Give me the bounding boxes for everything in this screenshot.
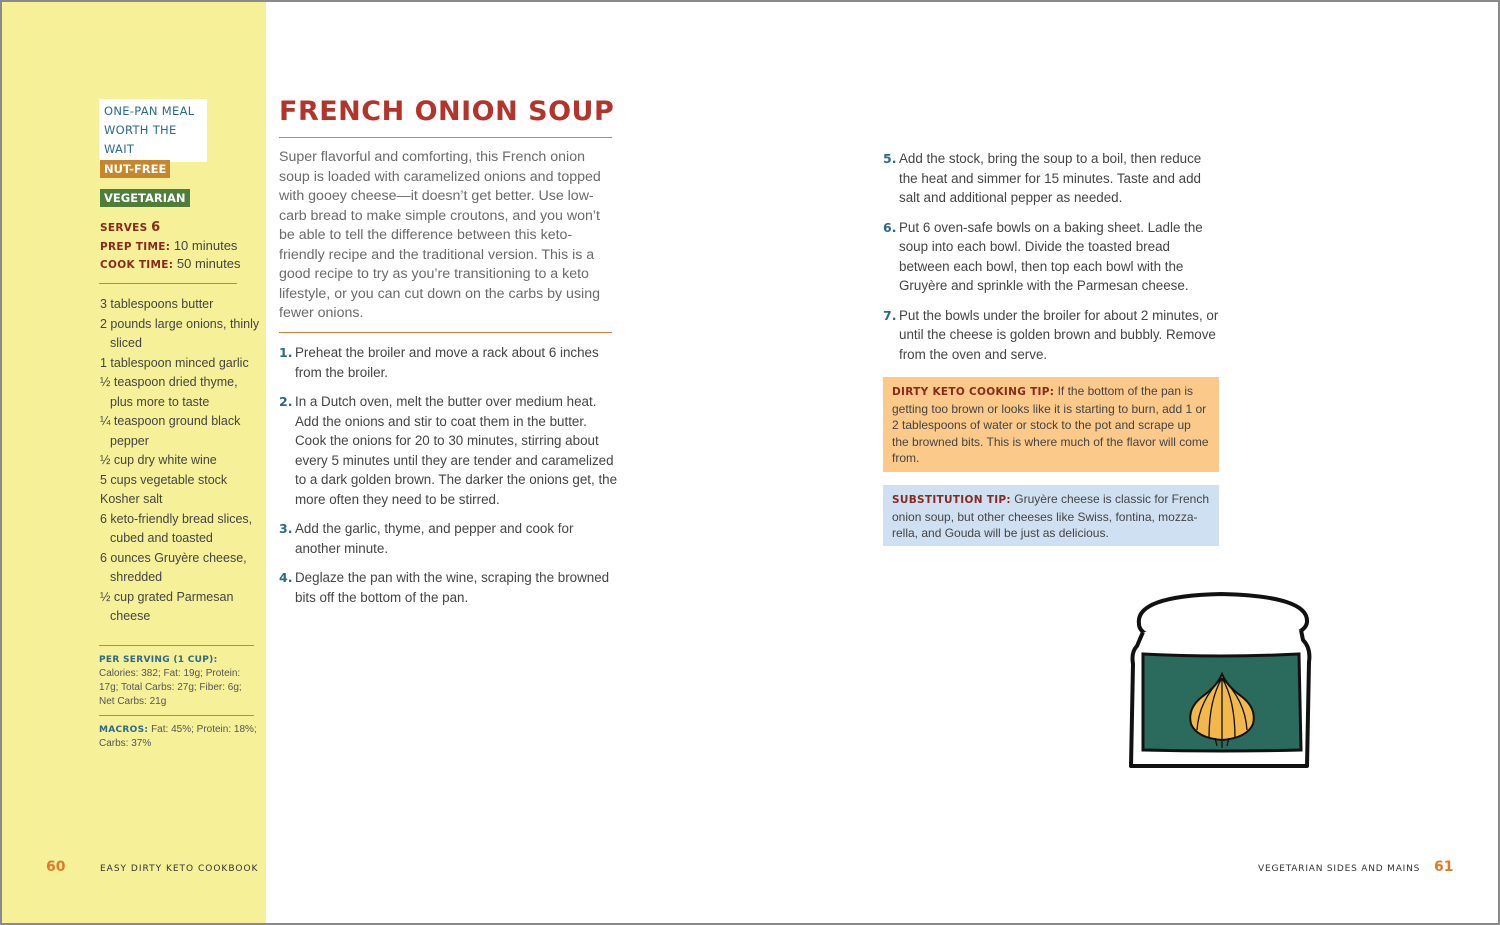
tag-worth-wait: WORTH THE WAIT [104,123,177,156]
step-text: Put the bowls under the broiler for about 2 minutes, or until the cheese is golden brown and bubbly. Remove from the oven and serve. [899,307,1219,362]
ingredient-item: ½ cup dry white wine [100,453,217,467]
recipe-intro: Super flavorful and comforting, this French onion soup is loaded with caramelized onions and topped with gooey cheese—it doesn’t get better. Use low-carb bread to make simple croutons, and you won’t be able to tell the difference between this keto-friendly recipe and the traditional version. This is a good recipe to try as you’re transitioning to a keto lifestyle, or you can cut down on the carbs by using fewer onions. [279,149,601,321]
ingredient-item: Kosher salt [100,492,163,506]
cook-time-label: COOK TIME: [100,259,174,271]
serves-label: SERVES [100,222,148,234]
step-number: 2. [279,394,293,409]
section-title-footer: VEGETARIAN SIDES AND MAINS [1258,864,1421,874]
step-item [883,218,1223,296]
page-number-right: 61 [1434,859,1454,875]
per-serving-info [99,653,259,709]
ingredient-item: 2 pounds large onions, thinly sliced [100,316,260,350]
macros-divider [99,715,254,716]
prep-time-label: PREP TIME: [100,241,171,253]
book-title-footer: EASY DIRTY KETO COOKBOOK [100,864,259,874]
step-text: Add the garlic, thyme, and pepper and cook for another minute. [295,521,574,556]
step-item [883,149,1223,208]
step-text: Put 6 oven-safe bowls on a baking sheet. Ladle the soup into each bowl. Divide the toasted bread between each bowl, then top each bowl with the Gruyère and sprinkle with the Parmesan cheese. [899,219,1203,293]
sub-tip-text: Gruyère cheese is classic for French onion soup, but other cheeses like Swiss, fontina, mozzarella, and Gouda will be just as delicious. [892,492,1210,541]
recipe-title: FRENCH ONION SOUP [279,96,615,127]
dirty-keto-tip [883,377,1219,472]
ingredient-list [100,295,262,627]
sub-tip-label: SUBSTITUTION TIP: [892,494,1011,506]
page-number-left: 60 [46,859,66,875]
ingredient-item: 3 tablespoons butter [100,297,214,311]
serves-value: 6 [151,220,161,235]
sidebar-divider [99,283,237,284]
cook-time-value: 50 minutes [176,256,241,271]
step-item [883,306,1223,365]
per-serving-label: PER SERVING (1 CUP): [99,655,218,665]
ingredient-item: 6 ounces Gruyère cheese, shredded [100,550,247,584]
prep-time-row [100,238,237,253]
cook-time-row [100,256,240,271]
ingredient-item: 1 tablespoon minced garlic [100,355,249,370]
recipe-tags [99,99,207,162]
step-number: 7. [883,307,897,323]
step-number: 3. [279,521,293,536]
ingredient-item: 5 cups vegetable stock [100,472,228,487]
vegetarian-badge: VEGETARIAN [100,189,190,207]
steps-right [883,149,1223,374]
prep-time-value: 10 minutes [173,238,238,253]
step-item [279,519,619,558]
macros-text: Fat: 45%; Protein: 18%; Carbs: 37% [99,724,257,749]
ingredient-item: 6 keto-friendly bread slices, cubed and toasted [100,511,253,545]
step-item [279,568,619,607]
step-text: Preheat the broiler and move a rack about 6 inches from the broiler. [295,345,599,380]
step-text: Add the stock, bring the soup to a boil, then reduce the heat and simmer for 15 minutes. Taste and add salt and additional pepper as needed. [899,151,1202,205]
step-number: 1. [279,345,293,360]
macros-info [99,723,259,751]
step-text: Deglaze the pan with the wine, scraping the browned bits off the bottom of the pan. [295,570,610,605]
steps-left [279,343,619,617]
step-number: 5. [883,151,897,166]
nutrition-divider [99,645,254,646]
intro-divider [279,332,612,333]
title-divider [279,137,612,138]
dirty-tip-text: If the bottom of the pan is getting too brown or looks like it is starting to burn, add 1 or 2 tablespoons of water or stock to the pot and scrape up the browned bits. This is where much of the flavor will come from. [892,384,1209,466]
per-serving-text: Calories: 382; Fat: 19g; Protein: 17g; Total Carbs: 27g; Fiber: 6g; Net Carbs: 21g [99,668,242,707]
ingredient-item: ½ teaspoon dried thyme, plus more to taste [100,375,238,409]
dirty-tip-label: DIRTY KETO COOKING TIP: [892,386,1055,398]
step-text: In a Dutch oven, melt the butter over medium heat. Add the onions and stir to coat them in the butter. Cook the onions for 20 to 30 minutes, stirring about every 5 minutes until they are tender and caramelized to a dark golden brown. The darker the onions get, the more often they need to be stirred. [295,394,618,507]
ingredient-item: ½ cup grated Parmesan cheese [100,589,234,623]
step-item [279,392,619,509]
nut-free-badge: NUT-FREE [100,160,170,178]
step-number: 4. [279,570,293,585]
tag-one-pan: ONE-PAN MEAL [104,104,195,118]
onion-jar-icon [1125,588,1317,774]
step-number: 6. [883,219,897,235]
substitution-tip [883,485,1219,546]
macros-label: MACROS: [99,725,149,735]
step-item [279,343,619,382]
serves-row [100,219,160,235]
ingredient-item: ¼ teaspoon ground black pepper [100,414,241,448]
